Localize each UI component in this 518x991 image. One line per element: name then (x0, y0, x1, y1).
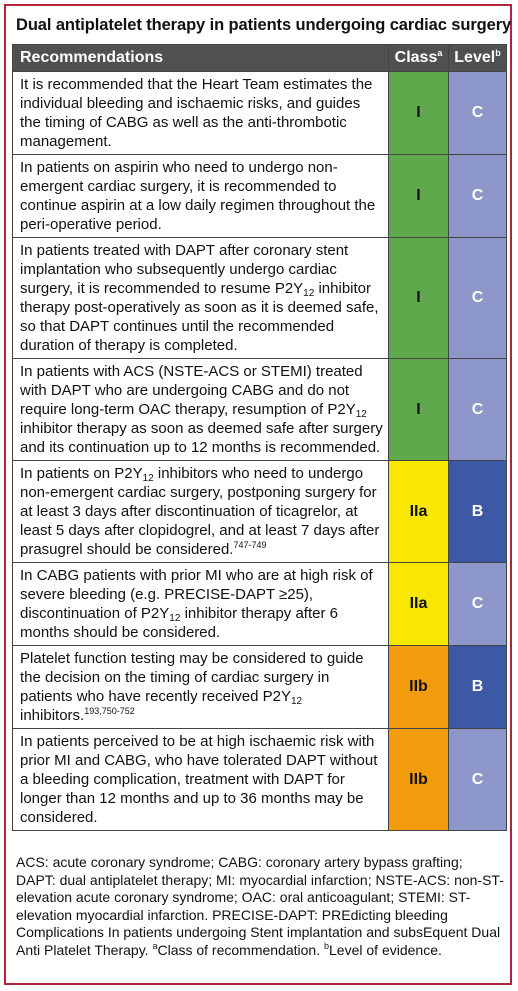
level-cell: B (449, 646, 507, 729)
table-title: Dual antiplatelet therapy in patients undergoing cardiac surgery (16, 16, 512, 34)
recommendation-text (13, 563, 389, 646)
table-row (13, 359, 507, 461)
level-cell: B (449, 461, 507, 563)
level-cell: C (449, 359, 507, 461)
table-row (13, 461, 507, 563)
class-cell: I (389, 72, 449, 155)
text-segment: In patients treated with DAPT after coronary stent implantation who subsequently undergo cardiac surgery, it is recommended to resume P2Y (20, 242, 349, 297)
table-row (13, 646, 507, 729)
recommendation-text (13, 72, 389, 155)
recommendation-text (13, 155, 389, 238)
subscript: 12 (291, 696, 303, 707)
table-row (13, 238, 507, 359)
text-segment: In patients perceived to be at high ischaemic risk with prior MI and CABG, who have tolerated DAPT without a bleeding complication, treatment with DAPT for longer than 12 months and up to 36 months may be considered. (20, 733, 378, 826)
header-recommendations: Recommendations (13, 45, 389, 72)
class-cell: IIb (389, 646, 449, 729)
header-level-label: Level (454, 49, 496, 66)
level-cell: C (449, 238, 507, 359)
class-cell: I (389, 359, 449, 461)
text-segment: inhibitors who need to undergo non-emergent cardiac surgery, postponing surgery for at least 3 days after discontinuation of ticagrelor, at least 5 days after clopidogrel, and at least 7 days after prasugrel should be considered. (20, 465, 380, 558)
footnote-b-text: Level of evidence. (329, 941, 442, 958)
table-body (13, 72, 507, 831)
recommendation-text (13, 359, 389, 461)
table-row (13, 155, 507, 238)
level-cell: C (449, 563, 507, 646)
text-segment: It is recommended that the Heart Team estimates the individual bleeding and ischaemic risks, and guides the timing of CABG as well as the anti-thrombotic management. (20, 76, 373, 150)
recommendation-text (13, 646, 389, 729)
recommendation-text (13, 461, 389, 563)
class-cell: IIb (389, 729, 449, 831)
class-cell: I (389, 238, 449, 359)
text-segment: inhibitor therapy as soon as deemed safe after surgery and its continuation up to 12 months is recommended. (20, 420, 383, 456)
text-segment: inhibitor therapy after 6 months should be considered. (20, 605, 338, 641)
table-row (13, 563, 507, 646)
reference-superscript: 747-749 (233, 540, 267, 550)
class-cell: I (389, 155, 449, 238)
table-row (13, 72, 507, 155)
text-segment: In patients on aspirin who need to undergo non-emergent cardiac surgery, it is recommended to continue aspirin at a low daily regimen throughout the peri-operative period. (20, 159, 376, 233)
level-cell: C (449, 72, 507, 155)
subscript: 12 (142, 473, 154, 484)
reference-superscript: 193,750-752 (84, 706, 135, 716)
table-row (13, 729, 507, 831)
text-segment: inhibitor therapy post-operatively as soon as it is deemed safe, so that DAPT continues until the recommended duration of therapy is completed. (20, 280, 379, 354)
footnote-a-mark: a (152, 940, 158, 951)
footnote-abbreviations: ACS: acute coronary syndrome; CABG: coronary artery bypass grafting; DAPT: dual antiplatelet therapy; MI: myocardial infarction; NSTE-ACS: non-ST-elevation acute coronary syndrome; OAC: oral anticoagulant; STEMI: ST-elevation myocardial infarction. PRECISE-DAPT: PREdicting bleeding Complications In patients undergoing Stent implantation and subsEquent Dual Anti Platelet Therapy. (16, 854, 504, 958)
header-class-label: Class (394, 49, 438, 66)
text-segment: In patients with ACS (NSTE-ACS or STEMI) treated with DAPT who are undergoing CABG and do not require long-term OAC therapy, resumption of P2Y (20, 363, 363, 418)
class-cell: IIa (389, 461, 449, 563)
header-class-footnote-mark: a (437, 48, 443, 58)
subscript: 12 (355, 409, 367, 420)
text-segment: In CABG patients with prior MI who are at high risk of severe bleeding (e.g. PRECISE-DAPT ≥25), discontinuation of P2Y (20, 567, 373, 622)
class-cell: IIa (389, 563, 449, 646)
subscript: 12 (169, 613, 181, 624)
level-cell: C (449, 155, 507, 238)
recommendations-table (12, 44, 507, 831)
recommendation-box (4, 4, 512, 985)
table-header-row (13, 45, 507, 72)
text-segment: inhibitors. (20, 707, 85, 724)
header-level-footnote-mark: b (495, 48, 501, 58)
recommendation-text (13, 238, 389, 359)
text-segment: Platelet function testing may be considered to guide the decision on the timing of cardiac surgery in patients who have recently received P2Y (20, 650, 364, 705)
text-segment: In patients on P2Y (20, 465, 143, 482)
footnote (16, 854, 504, 959)
level-cell: C (449, 729, 507, 831)
recommendation-text (13, 729, 389, 831)
header-class (389, 45, 449, 72)
header-level (449, 45, 507, 72)
footnote-a-text: Class of recommendation. (157, 941, 324, 958)
footnote-b-mark: b (324, 940, 330, 951)
subscript: 12 (303, 288, 315, 299)
